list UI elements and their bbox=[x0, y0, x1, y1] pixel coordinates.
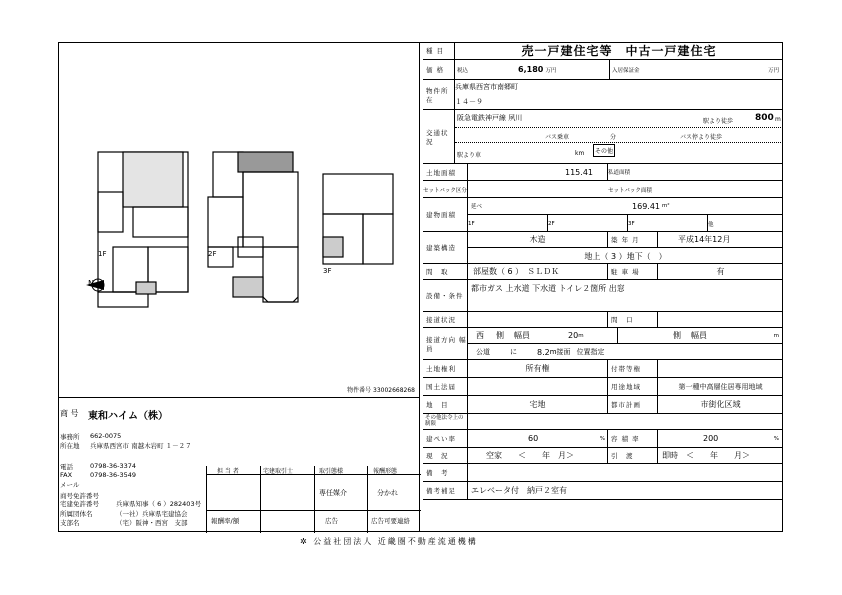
total-value: 169.41 bbox=[632, 201, 661, 211]
contact-value: 8.2 bbox=[537, 347, 550, 357]
row-law bbox=[423, 378, 783, 396]
coverage-cell bbox=[468, 430, 608, 447]
phone-value: 0798-36-3374 bbox=[90, 462, 137, 470]
plan-label: 都市計画 bbox=[608, 396, 658, 413]
walk-unit: m bbox=[775, 116, 781, 123]
price-label: 価 格 bbox=[423, 60, 455, 79]
floor1-label: 1F bbox=[98, 250, 107, 258]
road2-cell bbox=[618, 328, 783, 344]
row-structure bbox=[423, 232, 783, 264]
floor3-area: 3F bbox=[628, 215, 708, 232]
row-rights bbox=[423, 360, 783, 378]
law-label: 国土法届 bbox=[423, 378, 468, 395]
row-kind bbox=[423, 42, 783, 60]
road-label: 接道状況 bbox=[423, 312, 468, 327]
property-table bbox=[423, 42, 783, 532]
public-road: 公道 bbox=[476, 348, 490, 356]
setback-label: セットバック区分 bbox=[423, 181, 468, 198]
company-name: 東和ハイム（株） bbox=[88, 411, 168, 422]
branch-value: （宅）阪神・西宮 支部 bbox=[116, 519, 188, 527]
branch-label: 支部名 bbox=[60, 519, 80, 527]
km-unit: km bbox=[575, 150, 585, 157]
transport-label: 交通状況 bbox=[423, 110, 455, 163]
fax-value: 0798-36-3549 bbox=[90, 471, 137, 479]
staff-header-dealtype: 取引態様 bbox=[319, 468, 344, 475]
footer-org bbox=[300, 536, 478, 547]
rights-label: 土地権利 bbox=[423, 360, 468, 377]
staff-header-fee: 報酬形態 bbox=[373, 468, 398, 475]
transport-cell bbox=[455, 110, 783, 163]
far-cell bbox=[658, 430, 783, 447]
building-label: 建物面積 bbox=[423, 198, 468, 231]
kind-value: 売一戸建住宅等 中古一戸建住宅 bbox=[521, 44, 717, 58]
property-number: 物件番号 33002668268 bbox=[347, 387, 415, 394]
built-value: 平成14年12月 bbox=[658, 232, 783, 248]
floor2-area: 2F bbox=[548, 215, 628, 232]
address-label: 所在地 bbox=[60, 442, 80, 450]
status-value: 空家 ＜ 年 月＞ bbox=[468, 448, 608, 463]
road2-unit: m bbox=[773, 332, 779, 339]
postal-code: 662-0075 bbox=[90, 432, 122, 440]
lease-label: 付帯等権 bbox=[608, 360, 658, 377]
office-label: 事務所 bbox=[60, 433, 80, 441]
floor2-label: 2F bbox=[208, 250, 217, 258]
license-value: 兵庫県知事（ 6 ）282403号 bbox=[116, 500, 202, 508]
land-value: 115.41 bbox=[468, 164, 608, 181]
mail-label: メール bbox=[60, 481, 80, 489]
footer-text: 公益社団法人 近畿圏不動産流通機構 bbox=[313, 537, 478, 546]
row-facilities bbox=[423, 280, 783, 312]
facilities-value: 都市ガス 上水道 下水道 トイレ２箇所 出窓 bbox=[471, 284, 625, 293]
private-road-label: 私道面積 bbox=[608, 164, 783, 181]
phone-label: 電話 bbox=[60, 463, 73, 471]
status-label: 現 況 bbox=[423, 448, 468, 463]
supplement-label: 備考補足 bbox=[423, 482, 468, 499]
road1-unit: m bbox=[578, 332, 584, 339]
coverage-label: 建ぺい率 bbox=[423, 430, 468, 447]
walk-prefix: 駅より徒歩 bbox=[703, 118, 734, 125]
road-contact-prefix: に bbox=[510, 348, 517, 356]
from-station: 駅より車 bbox=[457, 152, 482, 159]
floorplan-drawing bbox=[58, 42, 420, 397]
row-price bbox=[423, 60, 783, 80]
price-prefix: 税込 bbox=[457, 67, 469, 74]
org-logo-icon: ✲ bbox=[300, 537, 314, 546]
total-prefix: 延べ bbox=[471, 204, 483, 210]
row-land bbox=[423, 164, 783, 198]
row-landtype bbox=[423, 396, 783, 414]
floorplan-area bbox=[58, 42, 420, 397]
fee-rate-label: 報酬率/額 bbox=[211, 517, 240, 525]
deal-type-value: 専任媒介 bbox=[319, 489, 347, 497]
staff-header-broker: 宅建取引士 bbox=[263, 468, 294, 475]
road1-side: 側 bbox=[496, 331, 504, 340]
kind-label: 種 目 bbox=[423, 42, 455, 59]
other-transport: その他 bbox=[593, 144, 615, 157]
remarks-label: 備 考 bbox=[423, 464, 468, 481]
handover-value: 即時 ＜ 年 月＞ bbox=[662, 451, 750, 460]
land-label: 土地面積 bbox=[423, 164, 468, 181]
designation: 位置指定 bbox=[576, 348, 605, 356]
company-info bbox=[58, 397, 420, 532]
bus-stop: バス停より徒歩 bbox=[680, 134, 723, 141]
ad-label: 広告 bbox=[325, 517, 338, 525]
price-unit: 万円 bbox=[545, 67, 557, 74]
row-road bbox=[423, 312, 783, 328]
other-limits-label: その他法令上の制限 bbox=[423, 414, 468, 429]
structure-label: 建築構造 bbox=[423, 232, 468, 263]
supplement-value: エレベータ付 納戸２室有 bbox=[471, 486, 567, 495]
layout-label: 間 取 bbox=[423, 264, 468, 279]
staff-table bbox=[206, 466, 420, 533]
road1-direction: 西 bbox=[476, 331, 484, 340]
far-value: 200 bbox=[703, 434, 719, 443]
road1-width: 20 bbox=[568, 331, 579, 340]
row-status bbox=[423, 448, 783, 464]
direction-label: 接道方向 幅員 bbox=[423, 328, 468, 359]
row-ratios bbox=[423, 430, 783, 448]
coverage-pct: % bbox=[599, 435, 605, 442]
location-line2: １４－９ bbox=[455, 98, 483, 106]
parking-value: 有 bbox=[716, 267, 725, 276]
zone-label: 用途地域 bbox=[608, 378, 658, 395]
transport-line: 阪急電鉄神戸線 夙川 bbox=[457, 114, 523, 122]
layout-value: 部屋数（ 6 ） ＳＬＤＫ bbox=[468, 264, 608, 279]
zone-value: 第一種中高層住居専用地域 bbox=[678, 382, 763, 391]
deposit-unit: 万円 bbox=[767, 67, 779, 74]
structure-value: 木造 bbox=[468, 232, 608, 248]
road1-width-label: 幅員 bbox=[514, 331, 530, 340]
company-label: 商 号 bbox=[60, 409, 79, 418]
landtype-label: 地 目 bbox=[423, 396, 468, 413]
handover-label: 引 渡 bbox=[608, 448, 658, 463]
deposit-label: 入居保証金 bbox=[612, 67, 640, 74]
road1-cell bbox=[468, 328, 618, 344]
row-layout bbox=[423, 264, 783, 280]
contact-unit: m接面 bbox=[549, 348, 571, 356]
location-line1: 兵庫県西宮市南郷町 bbox=[455, 83, 518, 91]
fee-type-value: 分かれ bbox=[377, 489, 398, 497]
road2-side: 側 bbox=[673, 331, 681, 340]
bus-ride: バス乗車 bbox=[545, 134, 570, 141]
row-location bbox=[423, 80, 783, 110]
fax-label: FAX bbox=[60, 471, 73, 479]
floors-value: 地上（ 3 ）地下（ ） bbox=[584, 251, 667, 261]
far-pct: % bbox=[773, 435, 779, 442]
road2-width-label: 幅員 bbox=[691, 331, 707, 340]
rights-value: 所有権 bbox=[468, 360, 608, 377]
landtype-value: 宅地 bbox=[468, 396, 608, 413]
price-value: 6,180 bbox=[518, 65, 544, 74]
other-area: 他 bbox=[708, 221, 714, 228]
row-transport bbox=[423, 110, 783, 164]
built-label: 築 年 月 bbox=[608, 232, 658, 248]
staff-header-agent: 担 当 者 bbox=[217, 468, 239, 475]
association-label: 所属団体名 bbox=[60, 510, 93, 518]
frontage-label: 間 口 bbox=[608, 312, 658, 327]
coverage-value: 60 bbox=[528, 434, 539, 443]
parking-label: 駐 車 場 bbox=[608, 264, 658, 279]
license2-label: 宅建免許番号 bbox=[60, 500, 99, 508]
walk-value: 800 bbox=[755, 113, 774, 123]
floor1-area: 1F bbox=[468, 215, 548, 232]
bus-min: 分 bbox=[610, 134, 617, 141]
association-value: （一社）兵庫県宅建協会 bbox=[116, 510, 188, 518]
setback-area-label: セットバック面積 bbox=[608, 187, 652, 194]
deposit-cell bbox=[610, 60, 783, 79]
row-building bbox=[423, 198, 783, 232]
building-total bbox=[468, 198, 783, 215]
row-supplement bbox=[423, 482, 783, 500]
plan-value: 市街化区域 bbox=[700, 400, 741, 409]
ad-value: 広告可要連絡 bbox=[371, 517, 410, 525]
facilities-label: 設備・条件 bbox=[423, 280, 468, 311]
floor3-label: 3F bbox=[323, 267, 332, 275]
north-indicator: N bbox=[88, 279, 94, 288]
total-unit: m² bbox=[662, 203, 670, 209]
company-address: 兵庫県西宮市 南越木岩町 １－２７ bbox=[90, 442, 192, 450]
road-contact bbox=[468, 344, 783, 360]
row-road-direction bbox=[423, 328, 783, 360]
license-label: 商号免許番号 bbox=[60, 492, 99, 500]
location-cell bbox=[455, 80, 783, 109]
left-panel bbox=[58, 42, 420, 532]
location-label: 物件所在 bbox=[423, 80, 455, 109]
far-label: 容 積 率 bbox=[608, 430, 658, 447]
row-other-limits bbox=[423, 414, 783, 430]
row-remarks bbox=[423, 464, 783, 482]
price-cell bbox=[455, 60, 610, 79]
